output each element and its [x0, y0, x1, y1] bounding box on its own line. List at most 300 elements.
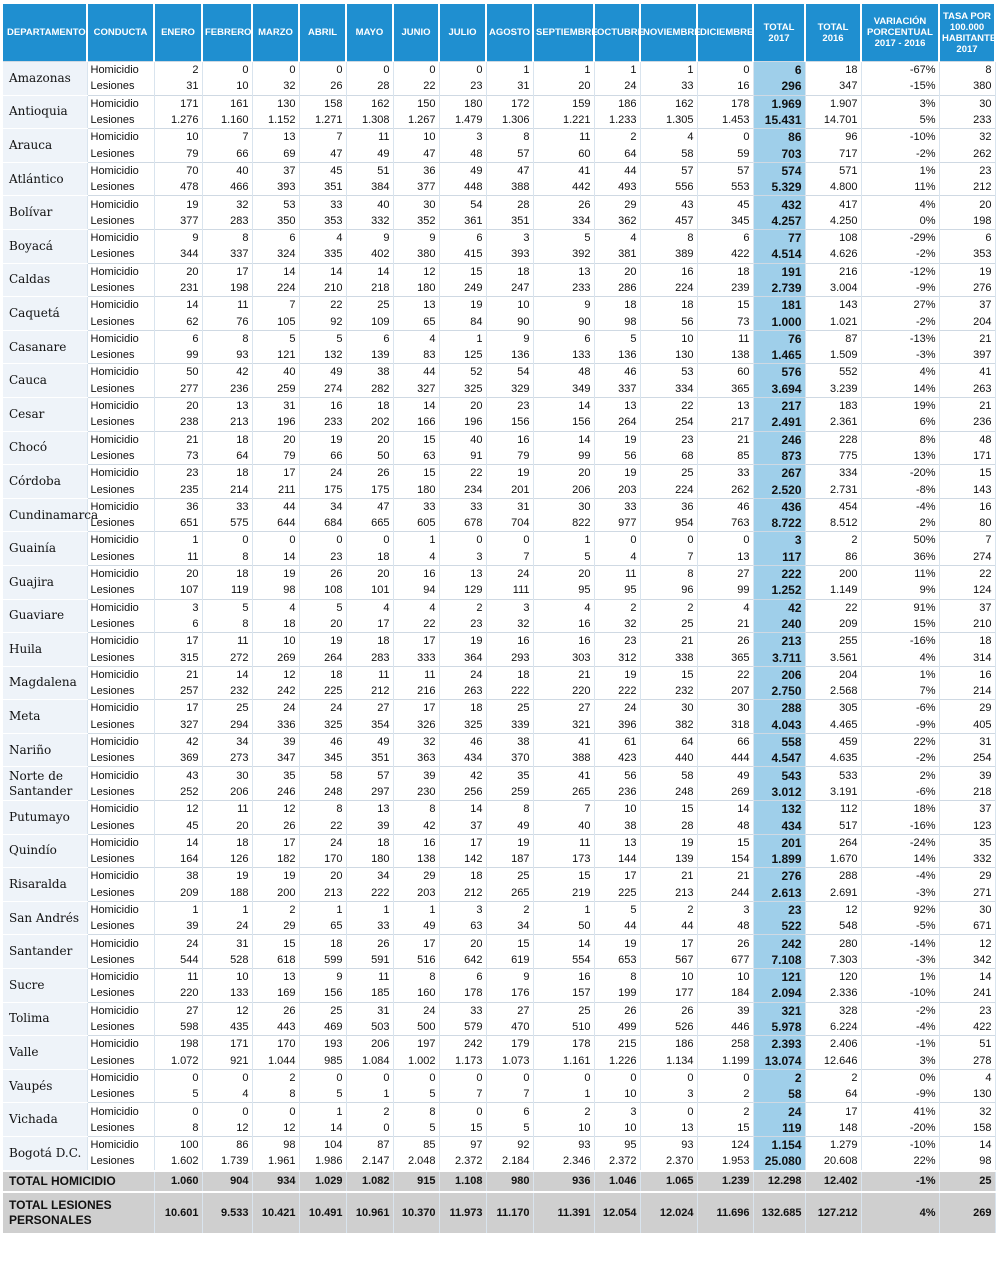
value-cell: 20	[252, 431, 299, 448]
value-cell: 49	[299, 364, 346, 381]
value-cell: 19	[252, 565, 299, 582]
value-cell: 38	[346, 364, 393, 381]
value-cell: 20	[439, 935, 486, 952]
value-cell: 150	[393, 95, 439, 112]
value-cell: 2.739	[753, 280, 805, 297]
value-cell: 256	[439, 784, 486, 801]
table-row	[3, 565, 995, 582]
value-cell: 156	[533, 414, 594, 431]
value-cell: 7	[252, 297, 299, 314]
value-cell: -10%	[861, 129, 939, 146]
value-cell: 16	[533, 969, 594, 986]
value-cell: 39	[154, 918, 202, 935]
value-cell: 2	[252, 901, 299, 918]
value-cell: 579	[439, 1019, 486, 1036]
value-cell: -14%	[861, 935, 939, 952]
value-cell: 1	[533, 1086, 594, 1103]
value-cell: 217	[753, 397, 805, 414]
value-cell: -2%	[861, 750, 939, 767]
conduct-cell: Lesiones	[87, 112, 154, 129]
value-cell: 66	[697, 733, 753, 750]
value-cell: 4	[346, 599, 393, 616]
value-cell: 269	[697, 784, 753, 801]
value-cell: 1.134	[640, 1053, 697, 1070]
value-cell: 180	[439, 95, 486, 112]
value-cell: 1.152	[252, 112, 299, 129]
value-cell: 86	[805, 549, 861, 566]
value-cell: 553	[697, 179, 753, 196]
value-cell: 247	[486, 280, 533, 297]
value-cell: 1.670	[805, 851, 861, 868]
value-cell: 422	[939, 1019, 995, 1036]
value-cell: 15	[533, 868, 594, 885]
department-name: Guainía	[3, 532, 87, 566]
value-cell: 228	[805, 431, 861, 448]
value-cell: 0	[640, 1069, 697, 1086]
value-cell: 5	[299, 1086, 346, 1103]
value-cell: 33	[299, 196, 346, 213]
value-cell: 23	[939, 162, 995, 179]
value-cell: 16	[939, 666, 995, 683]
column-header: FEBRERO	[202, 4, 252, 62]
value-cell: 25	[640, 465, 697, 482]
value-cell: 240	[753, 616, 805, 633]
value-cell: 2.147	[346, 1153, 393, 1170]
value-cell: 0	[393, 62, 439, 79]
value-cell: 180	[346, 851, 393, 868]
conduct-cell: Lesiones	[87, 347, 154, 364]
value-cell: 1	[154, 901, 202, 918]
value-cell: 50	[533, 918, 594, 935]
value-cell: 40	[439, 431, 486, 448]
value-cell: 16	[533, 633, 594, 650]
value-cell: 1.271	[299, 112, 346, 129]
department-name: Guaviare	[3, 599, 87, 633]
value-cell: 180	[393, 280, 439, 297]
value-cell: 18	[486, 263, 533, 280]
table-row	[3, 733, 995, 750]
value-cell: 454	[805, 498, 861, 515]
value-cell: 32	[939, 129, 995, 146]
value-cell: 48	[697, 817, 753, 834]
value-cell: 19	[594, 465, 640, 482]
value-cell: 6	[346, 330, 393, 347]
value-cell: 16	[299, 397, 346, 414]
conduct-cell: Homicidio	[87, 229, 154, 246]
value-cell: 44	[252, 498, 299, 515]
value-cell: 8	[939, 62, 995, 79]
value-cell: 178	[697, 95, 753, 112]
department-name: Risaralda	[3, 868, 87, 902]
conduct-cell: Lesiones	[87, 1086, 154, 1103]
value-cell: 31	[154, 78, 202, 95]
value-cell: 384	[346, 179, 393, 196]
value-cell: 133	[202, 985, 252, 1002]
value-cell: 0	[202, 1069, 252, 1086]
value-cell: 24	[439, 666, 486, 683]
department-name: Quindío	[3, 834, 87, 868]
value-cell: 76	[202, 313, 252, 330]
value-cell: 405	[939, 717, 995, 734]
value-cell: 26	[252, 817, 299, 834]
value-cell: 2.568	[805, 683, 861, 700]
value-cell: 21	[697, 616, 753, 633]
conduct-cell: Lesiones	[87, 885, 154, 902]
table-row	[3, 448, 995, 465]
value-cell: 42	[154, 733, 202, 750]
value-cell: 4	[533, 599, 594, 616]
value-cell: 4	[299, 229, 346, 246]
value-cell: 8	[393, 969, 439, 986]
value-cell: 15	[697, 1120, 753, 1137]
value-cell: 14	[393, 397, 439, 414]
value-cell: 87	[346, 1137, 393, 1154]
value-cell: 33	[439, 498, 486, 515]
value-cell: 18	[439, 700, 486, 717]
value-cell: 126	[202, 851, 252, 868]
value-cell: 204	[805, 666, 861, 683]
value-cell: 6	[486, 1103, 533, 1120]
value-cell: 338	[640, 649, 697, 666]
value-cell: 40	[202, 162, 252, 179]
value-cell: 41%	[861, 1103, 939, 1120]
value-cell: 13	[594, 397, 640, 414]
value-cell: 678	[439, 515, 486, 532]
conduct-cell: Homicidio	[87, 95, 154, 112]
value-cell: 35	[486, 767, 533, 784]
value-cell: 0	[299, 532, 346, 549]
value-cell: 160	[393, 985, 439, 1002]
value-cell: 6	[753, 62, 805, 79]
value-cell: 443	[252, 1019, 299, 1036]
value-cell: 954	[640, 515, 697, 532]
value-cell: 296	[753, 78, 805, 95]
value-cell: 0	[346, 1069, 393, 1086]
value-cell: 10	[202, 969, 252, 986]
value-cell: 20	[939, 196, 995, 213]
value-cell: 117	[753, 549, 805, 566]
value-cell: 5	[393, 1086, 439, 1103]
conduct-cell: Lesiones	[87, 549, 154, 566]
value-cell: 288	[753, 700, 805, 717]
value-cell: 7	[533, 801, 594, 818]
value-cell: 20	[533, 78, 594, 95]
value-cell: -9%	[861, 717, 939, 734]
value-cell: 0	[252, 62, 299, 79]
value-cell: 206	[346, 1036, 393, 1053]
value-cell: 528	[202, 952, 252, 969]
value-cell: 28	[640, 817, 697, 834]
department-name: Córdoba	[3, 465, 87, 499]
value-cell: 24	[299, 834, 346, 851]
value-cell: 671	[939, 918, 995, 935]
value-cell: 22	[439, 465, 486, 482]
table-row	[3, 213, 995, 230]
value-cell: 556	[640, 179, 697, 196]
conduct-cell: Lesiones	[87, 952, 154, 969]
value-cell: 222	[753, 565, 805, 582]
value-cell: 16	[939, 498, 995, 515]
table-row	[3, 633, 995, 650]
conduct-cell: Lesiones	[87, 817, 154, 834]
value-cell: 33	[594, 498, 640, 515]
value-cell: 5	[486, 1120, 533, 1137]
table-row	[3, 1120, 995, 1137]
value-cell: 16	[393, 834, 439, 851]
value-cell: 18	[439, 868, 486, 885]
value-cell: 2	[439, 599, 486, 616]
value-cell: 1	[299, 1103, 346, 1120]
value-cell: 12.646	[805, 1053, 861, 1070]
value-cell: 37	[252, 162, 299, 179]
value-cell: 822	[533, 515, 594, 532]
value-cell: 7%	[861, 683, 939, 700]
value-cell: 254	[640, 414, 697, 431]
value-cell: 38	[594, 817, 640, 834]
value-cell: 543	[753, 767, 805, 784]
value-cell: 329	[486, 381, 533, 398]
value-cell: 58	[640, 767, 697, 784]
value-cell: 143	[939, 481, 995, 498]
value-cell: 30	[939, 901, 995, 918]
value-cell: 2.750	[753, 683, 805, 700]
value-cell: 554	[533, 952, 594, 969]
value-cell: 2%	[861, 767, 939, 784]
value-cell: 255	[805, 633, 861, 650]
value-cell: 139	[640, 851, 697, 868]
value-cell: 33	[202, 498, 252, 515]
value-cell: 57	[697, 162, 753, 179]
total-value-cell: 132.685	[753, 1192, 805, 1233]
value-cell: 8	[202, 616, 252, 633]
value-cell: 25	[486, 868, 533, 885]
value-cell: 44	[393, 364, 439, 381]
value-cell: 377	[154, 213, 202, 230]
value-cell: 47	[486, 162, 533, 179]
conduct-cell: Lesiones	[87, 1153, 154, 1170]
value-cell: 466	[202, 179, 252, 196]
value-cell: 286	[594, 280, 640, 297]
total-value-cell: 11.170	[486, 1192, 533, 1233]
value-cell: 37	[939, 599, 995, 616]
value-cell: -4%	[861, 498, 939, 515]
value-cell: 11%	[861, 179, 939, 196]
value-cell: 11	[202, 297, 252, 314]
value-cell: 94	[393, 582, 439, 599]
value-cell: 4	[640, 129, 697, 146]
value-cell: 85	[393, 1137, 439, 1154]
value-cell: 9	[346, 229, 393, 246]
value-cell: 258	[697, 1036, 753, 1053]
value-cell: 18	[346, 834, 393, 851]
value-cell: 1%	[861, 666, 939, 683]
value-cell: 2	[697, 1086, 753, 1103]
value-cell: 13.074	[753, 1053, 805, 1070]
conduct-cell: Homicidio	[87, 935, 154, 952]
value-cell: 18%	[861, 801, 939, 818]
value-cell: 96	[640, 582, 697, 599]
table-row	[3, 112, 995, 129]
value-cell: 202	[346, 414, 393, 431]
value-cell: 18	[594, 297, 640, 314]
value-cell: 0	[299, 1069, 346, 1086]
value-cell: 23	[154, 465, 202, 482]
value-cell: 93	[533, 1137, 594, 1154]
total-value-cell: 12.054	[594, 1192, 640, 1233]
value-cell: 14	[346, 263, 393, 280]
value-cell: 19	[594, 666, 640, 683]
value-cell: 8%	[861, 431, 939, 448]
value-cell: 73	[154, 448, 202, 465]
table-row	[3, 330, 995, 347]
value-cell: 95	[594, 1137, 640, 1154]
value-cell: 26	[346, 465, 393, 482]
value-cell: 98	[252, 582, 299, 599]
department-name: Guajira	[3, 565, 87, 599]
value-cell: 10	[154, 129, 202, 146]
value-cell: 5.329	[753, 179, 805, 196]
value-cell: 257	[154, 683, 202, 700]
value-cell: 1	[640, 62, 697, 79]
value-cell: 303	[533, 649, 594, 666]
table-row	[3, 683, 995, 700]
value-cell: 99	[533, 448, 594, 465]
value-cell: 6	[154, 330, 202, 347]
value-cell: 4.800	[805, 179, 861, 196]
value-cell: 3.004	[805, 280, 861, 297]
value-cell: 232	[640, 683, 697, 700]
value-cell: 64	[640, 733, 697, 750]
table-row	[3, 901, 995, 918]
value-cell: 717	[805, 145, 861, 162]
value-cell: 0	[346, 532, 393, 549]
value-cell: 0	[252, 1103, 299, 1120]
value-cell: 2.691	[805, 885, 861, 902]
column-header: NOVIEMBRE	[640, 4, 697, 62]
value-cell: 397	[939, 347, 995, 364]
value-cell: 644	[252, 515, 299, 532]
value-cell: 188	[202, 885, 252, 902]
value-cell: 14.701	[805, 112, 861, 129]
value-cell: 334	[805, 465, 861, 482]
value-cell: 18	[202, 565, 252, 582]
value-cell: 434	[753, 817, 805, 834]
value-cell: 199	[594, 985, 640, 1002]
value-cell: 19%	[861, 397, 939, 414]
value-cell: 112	[805, 801, 861, 818]
value-cell: 197	[393, 1036, 439, 1053]
total-value-cell: 1.082	[346, 1171, 393, 1192]
value-cell: 13%	[861, 448, 939, 465]
value-cell: 48	[697, 918, 753, 935]
value-cell: 18	[346, 633, 393, 650]
value-cell: 26	[299, 78, 346, 95]
value-cell: 294	[202, 717, 252, 734]
value-cell: 19	[154, 196, 202, 213]
value-cell: 25	[533, 1002, 594, 1019]
value-cell: 26	[346, 935, 393, 952]
value-cell: 236	[939, 414, 995, 431]
column-header: AGOSTO	[486, 4, 533, 62]
value-cell: 235	[154, 481, 202, 498]
value-cell: 276	[939, 280, 995, 297]
value-cell: 337	[594, 381, 640, 398]
value-cell: 18	[486, 666, 533, 683]
value-cell: 10	[594, 1120, 640, 1137]
table-row	[3, 313, 995, 330]
total-value-cell: -1%	[861, 1171, 939, 1192]
value-cell: 83	[393, 347, 439, 364]
value-cell: 16	[533, 616, 594, 633]
value-cell: 423	[594, 750, 640, 767]
value-cell: 1.969	[753, 95, 805, 112]
value-cell: 283	[346, 649, 393, 666]
value-cell: 1.465	[753, 347, 805, 364]
value-cell: 34	[299, 498, 346, 515]
value-cell: 233	[299, 414, 346, 431]
value-cell: 985	[299, 1053, 346, 1070]
table-row	[3, 397, 995, 414]
value-cell: 10	[594, 801, 640, 818]
conduct-cell: Lesiones	[87, 213, 154, 230]
value-cell: 132	[753, 801, 805, 818]
value-cell: 17	[439, 834, 486, 851]
value-cell: 362	[594, 213, 640, 230]
value-cell: 334	[533, 213, 594, 230]
department-name: Arauca	[3, 129, 87, 163]
conduct-cell: Lesiones	[87, 414, 154, 431]
value-cell: 11	[154, 969, 202, 986]
value-cell: 31	[939, 733, 995, 750]
total-row	[3, 1171, 995, 1192]
conduct-cell: Homicidio	[87, 666, 154, 683]
value-cell: 15	[439, 263, 486, 280]
value-cell: 1	[393, 532, 439, 549]
total-value-cell: 10.370	[393, 1192, 439, 1233]
value-cell: 246	[753, 431, 805, 448]
value-cell: 185	[346, 985, 393, 1002]
value-cell: 392	[533, 246, 594, 263]
value-cell: 6	[939, 229, 995, 246]
total-value-cell: 11.696	[697, 1192, 753, 1233]
table-row	[3, 767, 995, 784]
value-cell: 417	[805, 196, 861, 213]
value-cell: 171	[202, 1036, 252, 1053]
value-cell: 17	[594, 868, 640, 885]
value-cell: 1.739	[202, 1153, 252, 1170]
value-cell: 5	[154, 1086, 202, 1103]
value-cell: -9%	[861, 1086, 939, 1103]
value-cell: 19	[439, 633, 486, 650]
value-cell: 30	[939, 95, 995, 112]
value-cell: 19	[939, 263, 995, 280]
value-cell: 21	[640, 633, 697, 650]
value-cell: 65	[299, 918, 346, 935]
value-cell: 20	[299, 868, 346, 885]
value-cell: 14	[299, 263, 346, 280]
table-row	[3, 78, 995, 95]
value-cell: 27	[486, 1002, 533, 1019]
value-cell: 6	[252, 229, 299, 246]
value-cell: 9	[486, 330, 533, 347]
value-cell: 10	[697, 969, 753, 986]
value-cell: 25	[640, 616, 697, 633]
value-cell: 58	[299, 767, 346, 784]
value-cell: 19	[439, 297, 486, 314]
value-cell: 3	[154, 599, 202, 616]
value-cell: 54	[486, 364, 533, 381]
value-cell: 552	[805, 364, 861, 381]
